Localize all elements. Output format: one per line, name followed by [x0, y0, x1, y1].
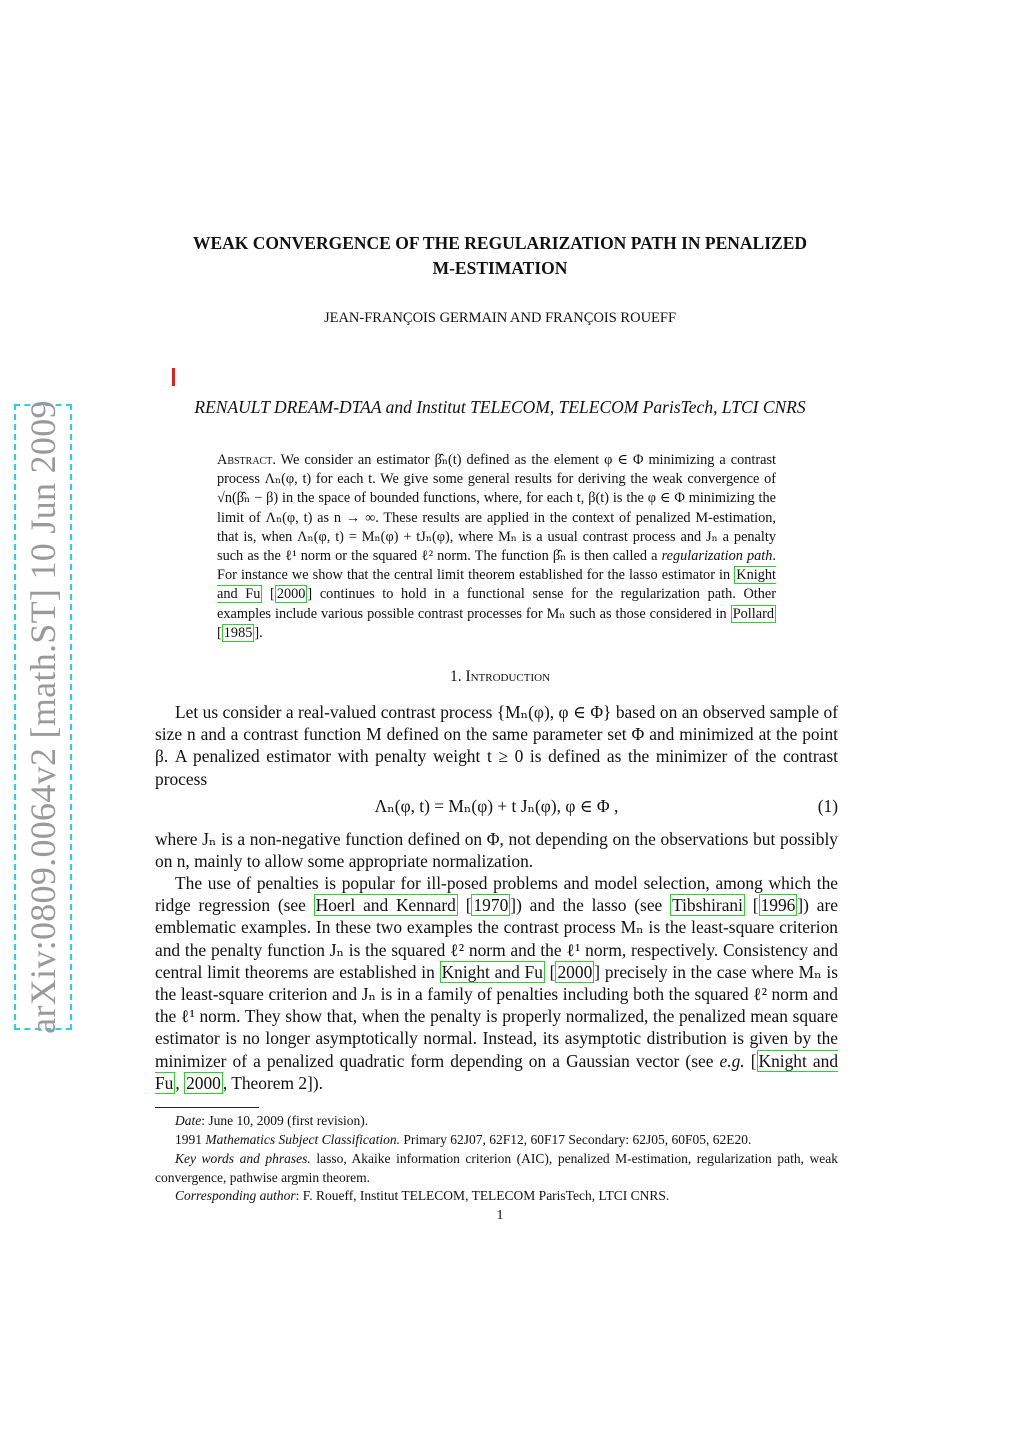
arxiv-stamp — [14, 400, 72, 1034]
abstract: Abstract. We consider an estimator β̂ₙ(t) defined as the element φ ∈ Φ minimizing a contrast process Λₙ(φ, t) for each t. We give some general results for deriving the weak convergence of √n(β̂ₙ − β) in the space of bounded functions, where, for each t, β(t) is the φ ∈ Φ minimizing the limit of Λₙ(φ, t) as n → ∞. These results are applied in the context of penalized M-estimation, that is, when Λₙ(φ, t) = Mₙ(φ) + tJₙ(φ), where Mₙ is a usual contrast process and Jₙ a penalty such as the ℓ¹ norm or the squared ℓ² norm. The function β̂ₙ is then called a regularization path. For instance we show that the central limit theorem established for the lasso estimator in Knight and Fu [ 2000 ] continues to hold in a functional sense for the regularization path. Other examples include various possible contrast processes for Mₙ such as those considered in Pollard [ 1985 ]. — [217, 452, 776, 641]
paragraph-text: ) and the lasso (see — [516, 895, 671, 916]
citation-year-link[interactable]: 1996 — [760, 895, 796, 916]
equation-1 — [155, 796, 838, 824]
citation-year-link[interactable]: 2000 — [557, 961, 593, 982]
intro-paragraph-1: Let us consider a real-valued contrast process {Mₙ(φ), φ ∈ Φ} based on an observed sample of size n and a contrast function M defined on the same parameter set Φ and minimized at the point β. A penalized estimator with penalty weight t ≥ 0 is defined as the minimizer of the contrast process — [155, 702, 838, 789]
citation-link-hoerl-kennard[interactable]: Hoerl and Kennard — [315, 895, 456, 916]
footnote-text: 1991 — [175, 1132, 206, 1147]
citation-link-pollard[interactable]: Pollard — [732, 605, 774, 622]
red-marker — [172, 368, 175, 386]
citation-year-link[interactable]: 2000 — [186, 1072, 221, 1093]
footnote-rule — [155, 1107, 259, 1108]
footnote-keywords — [155, 1150, 838, 1187]
equation-body: Λₙ(φ, t) = Mₙ(φ) + t Jₙ(φ), φ ∈ Φ , — [374, 796, 619, 816]
affiliation: RENAULT DREAM-DTAA and Institut TELECOM, TELECOM ParisTech, LTCI CNRS — [194, 397, 806, 417]
citation-link-tibshirani[interactable]: Tibshirani — [672, 895, 743, 916]
intro-paragraph-3: The use of penalties is popular for ill-posed problems and model selection, among which the ridge regression (see Hoerl and Kennard [ 1970 ]) and the lasso (see Tibshirani [ 1996 ]) are emblematic examples. In these two examples the contrast process Mₙ is the least-square criterion and the penalty function Jₙ is the squared ℓ² norm and the ℓ¹ norm, respectively. Consistency and central limit theorems are established in Knight and Fu [ 2000 ] precisely in the case where Mₙ is the least-square criterion and Jₙ is in a family of penalties including both the squared ℓ² norm and the ℓ¹ norm. They show that, when the penalty is properly normalized, the penalized mean square estimator is no longer asymptotically normal. Instead, its asymptotic distribution is given by the minimizer of a penalized quadratic form depending on a Gaussian vector (see e.g. [ Knight and Fu , 2000 , Theorem 2]). — [155, 873, 839, 1093]
footnote-corresponding-author — [155, 1187, 838, 1206]
citation-link-knight-fu[interactable]: Knight and Fu — [217, 567, 776, 603]
footnote-text: : June 10, 2009 (first revision). — [201, 1113, 369, 1128]
authors: JEAN-FRANÇOIS GERMAIN AND FRANÇOIS ROUEFF — [323, 310, 677, 326]
paragraph-text: [ — [744, 1050, 757, 1071]
abstract-label: Abstract. — [217, 452, 276, 468]
paragraph-text: ) are emblematic examples. In these two examples the contrast process Mₙ is the least-square criterion and the penalty function Jₙ is the squared ℓ² norm and the ℓ¹ norm, respectively. Consistency and central limit theorems are established in — [155, 895, 838, 982]
footnote-text: : F. Roueff, Institut TELECOM, TELECOM ParisTech, LTCI CNRS. — [295, 1188, 670, 1203]
abstract-text-2: . For instance we show that the central limit theorem established for the lasso estimator in — [217, 548, 776, 584]
section-title: Introduction — [465, 668, 551, 685]
title-line-1: WEAK CONVERGENCE OF THE REGULARIZATION PATH IN PENALIZED — [192, 233, 808, 253]
intro-paragraph-2: where Jₙ is a non-negative function defined on Φ, not depending on the observations but possibly on n, mainly to allow some appropriate normalization. — [155, 829, 838, 872]
paragraph-text: The use of penalties is popular for ill-posed problems and model selection, among which the ridge regression (see — [155, 873, 838, 916]
citation-year-link[interactable]: 1970 — [473, 895, 509, 916]
footnote-label: Mathematics Subject Classification. — [205, 1132, 400, 1147]
abstract-text-4: . — [259, 624, 263, 641]
section-heading — [150, 668, 850, 686]
footnote-date — [155, 1112, 838, 1131]
equation-number: (1) — [817, 796, 838, 816]
paper-title — [150, 231, 850, 281]
paragraph-text: precisely in the case where Mₙ is the least-square criterion and Jₙ is in a family of penalties including both the squared ℓ² norm and the ℓ¹ norm. They show that, when the penalty is properly normalized, the penalized mean square estimator is no longer asymptotically normal. Instead, its asymptotic distribution is given by the minimizer of a penalized quadratic form depending on a Gaussian vector (see — [155, 961, 838, 1071]
arxiv-identifier: arXiv:0809.0064v2 [math.ST] 10 Jun 2009 — [23, 400, 63, 1034]
footnote-label: Date — [175, 1113, 202, 1128]
page-number: 1 — [496, 1208, 504, 1223]
eg-emphasis: e.g. — [719, 1050, 745, 1071]
footnote-msc — [155, 1131, 838, 1150]
section-number: 1. — [449, 668, 462, 685]
title-line-2: M-ESTIMATION — [432, 258, 568, 278]
citation-link-knight-fu[interactable]: Knight and Fu — [441, 961, 543, 982]
footnote-text: Primary 62J07, 62F12, 60F17 Secondary: 62J05, 60F05, 62E20. — [399, 1132, 752, 1147]
footnote-label: Key words and phrases. — [175, 1151, 311, 1166]
abstract-text-1: We consider an estimator β̂ₙ(t) defined as the element φ ∈ Φ minimizing a contrast process Λₙ(φ, t) for each t. We give some general results for deriving the weak convergence of √n(β̂ₙ − β) in the space of bounded functions, where, for each t, β(t) is the φ ∈ Φ minimizing the limit of Λₙ(φ, t) as n → ∞. These results are applied in the context of penalized M-estimation, that is, when Λₙ(φ, t) = Mₙ(φ) + tJₙ(φ), where Mₙ is a usual contrast process and Jₙ a penalty such as the ℓ¹ norm or the squared ℓ² norm. The function β̂ₙ is then called a — [217, 452, 776, 565]
abstract-text-3: continues to hold in a functional sense for the regularization path. Other examples include various possible contrast processes for Mₙ such as those considered in — [217, 586, 776, 622]
abstract-emphasis: regularization path — [661, 548, 773, 565]
citation-link-knight-fu[interactable]: Knight and Fu — [155, 1050, 839, 1093]
paragraph-text: , — [175, 1072, 185, 1093]
paragraph-text: , Theorem 2]). — [222, 1072, 323, 1093]
footnote-text: lasso, Akaike information criterion (AIC), penalized M-estimation, regularization path, weak convergence, pathwise argmin theorem. — [155, 1151, 838, 1185]
citation-year-link[interactable]: 2000 — [276, 586, 306, 603]
citation-year-link[interactable]: 1985 — [223, 624, 253, 641]
footnote-label: Corresponding author — [175, 1188, 296, 1203]
